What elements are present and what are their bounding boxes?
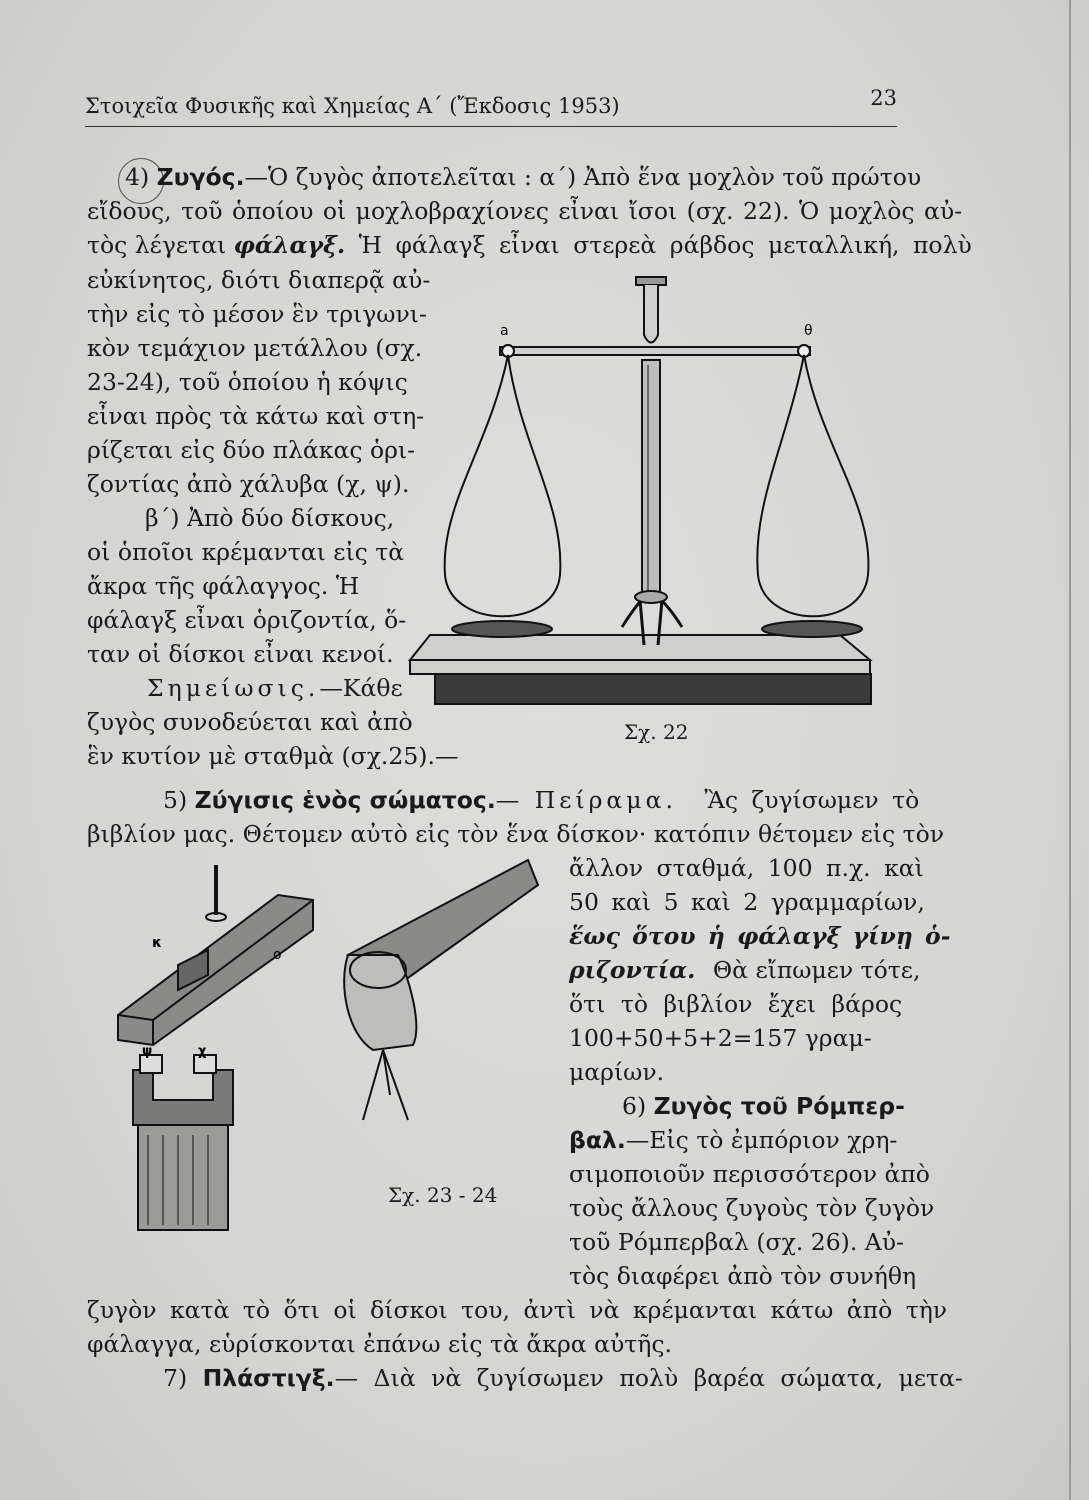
text-line: τοὺς ἄλλους ζυγοὺς τὸν ζυγὸν <box>569 1194 935 1222</box>
scale-pointer <box>644 285 658 343</box>
text-fragment: Θὰ εἴπωμεν τότε, <box>712 956 921 984</box>
fig23-beam <box>118 895 313 1045</box>
text-line: ἄκρα τῆς φάλαγγος. Ἡ <box>87 572 360 600</box>
section-6-heading: Ζυγὸς τοῦ Ρόμπερ- <box>653 1092 905 1120</box>
section-7-heading: Πλάστιγξ. <box>202 1364 335 1392</box>
section-5-number: 5) <box>163 786 188 814</box>
experiment-label: — Πείραμα. <box>495 786 677 814</box>
figure-22-balance-scale <box>400 255 890 715</box>
section-5-first-line <box>163 783 919 817</box>
text-line-emphasis: ἕως ὅτου ἡ φάλαγξ γίνῃ ὁ- <box>569 922 951 950</box>
text-line: —Ὁ ζυγὸς ἀποτελεῖται : α΄) Ἀπὸ ἕνα μοχλὸν τοῦ πρώτου <box>244 163 922 191</box>
text-fragment-emphasis: ριζοντία. <box>569 956 696 984</box>
scale-base-side <box>435 674 871 704</box>
text-line: σιμοποιοῦν περισσότερον ἀπὸ <box>569 1160 930 1188</box>
text-fragment: —Εἰς τὸ ἐμπόριον χρη- <box>625 1126 898 1154</box>
page-number: 23 <box>870 86 897 110</box>
section-6-first-line <box>622 1089 905 1123</box>
scale-right-pan-hanger <box>757 355 868 616</box>
fig24-pillar-head <box>133 1070 233 1125</box>
text-line: 50 καὶ 5 καὶ 2 γραμμαρίων, <box>569 888 925 916</box>
scale-base-front <box>410 660 870 674</box>
text-line: 23-24), τοῦ ὁποίου ἡ κόψις <box>87 368 408 396</box>
text-line: β΄) Ἀπὸ δύο δίσκους, <box>145 504 395 532</box>
text-line: φάλαγγα, εὑρίσκονται ἐπάνω εἰς τὰ ἄκρα αὐτῆς. <box>87 1330 672 1358</box>
text-line: τὸς διαφέρει ἀπὸ τὸν συνήθη <box>569 1262 917 1290</box>
term-phalanx: φάλαγξ. <box>233 231 346 259</box>
text-line: ρίζεται εἰς δύο πλάκας ὁρι- <box>87 436 416 464</box>
text-line: ἄλλον σταθμά, 100 π.χ. καὶ <box>569 854 924 882</box>
text-line: ζυγὸς συνοδεύεται καὶ ἀπὸ <box>87 708 413 736</box>
scale-base-top <box>410 635 870 660</box>
fig23-label-kappa: κ <box>152 935 162 951</box>
text-line: ταν οἱ δίσκοι εἶναι κενοί. <box>87 640 394 668</box>
fig22-label-a: a <box>500 323 509 339</box>
section-6-number: 6) <box>622 1092 647 1120</box>
text-line: εἶναι πρὸς τὰ κάτω καὶ στη- <box>87 402 425 430</box>
text-line: 100+50+5+2=157 γραμ- <box>569 1024 872 1052</box>
text-line: τοῦ Ρόμπερβαλ (σχ. 26). Αὐ- <box>569 1228 904 1256</box>
note-label: Σημείωσις. <box>147 674 320 702</box>
scale-pointer-cap <box>636 277 666 285</box>
text-line: ἓν κυτίον μὲ σταθμὰ (σχ.25).— <box>87 742 459 770</box>
text-line: κὸν τεμάχιον μετάλλου (σχ. <box>87 334 423 362</box>
text-fragment: Ἡ φάλαγξ εἶναι στερεὰ ράβδος μεταλλική, πολὺ <box>358 231 972 259</box>
text-line: βιβλίον μας. Θέτομεν αὐτὸ εἰς τὸν ἕνα δίσκον· κατόπιν θέτομεν εἰς τὸν <box>87 820 945 848</box>
section-4-first-line <box>125 160 921 194</box>
fig22-label-theta: θ <box>804 323 813 339</box>
fig24-pillar <box>138 1115 228 1230</box>
text-line: φάλαγξ εἶναι ὁριζοντία, ὅ- <box>87 606 407 634</box>
section-6-heading-cont: βαλ. <box>569 1126 626 1154</box>
scale-beam <box>500 347 810 355</box>
text-line: ζυγὸν κατὰ τὸ ὅτι οἱ δίσκοι του, ἀντὶ νὰ κρέμανται κάτω ἀπὸ τὴν <box>87 1296 948 1324</box>
scale-left-pan-hanger <box>445 355 561 616</box>
text-line: εὐκίνητος, διότι διαπερᾷ αὐ- <box>87 266 431 294</box>
section-4-number: 4) <box>125 163 150 191</box>
text-line <box>569 1123 897 1157</box>
section-7-number: 7) <box>163 1364 188 1392</box>
text-fragment: τὸς λέγεται <box>87 231 227 259</box>
section-7-first-line <box>163 1361 963 1395</box>
figure-22-caption: Σχ. 22 <box>624 720 689 744</box>
scale-left-pan <box>452 621 552 637</box>
text-line: ὅτι τὸ βιβλίον ἔχει βάρος <box>569 990 903 1018</box>
text-fragment: Ἂς ζυγίσωμεν τὸ <box>704 786 920 814</box>
fig24-label-chi: χ <box>198 1044 207 1059</box>
fig24-leg-right <box>383 1050 408 1120</box>
text-line: μαρίων. <box>569 1058 665 1086</box>
fig24-label-psi: ψ <box>142 1044 153 1059</box>
text-fragment: — Διὰ νὰ ζυγίσωμεν πολὺ βαρέα σώματα, μετα- <box>334 1364 963 1392</box>
section-5-heading: Ζύγισις ἑνὸς σώματος. <box>194 786 496 814</box>
page-edge <box>1069 0 1071 1500</box>
text-line: εἴδους, τοῦ ὁποίου οἱ μοχλοβραχίονες εἶναι ἴσοι (σχ. 22). Ὁ μοχλὸς αὐ- <box>87 197 963 225</box>
running-header <box>85 86 897 127</box>
text-fragment: —Κάθε <box>319 674 403 702</box>
figure-23-24-caption: Σχ. 23 - 24 <box>388 1183 498 1207</box>
scale-right-pan <box>762 621 862 637</box>
scale-column <box>642 360 660 600</box>
text-line <box>569 953 920 987</box>
header-title: Στοιχεῖα Φυσικῆς καὶ Χημείας Α΄ (Ἔκδοσις 1953) <box>85 94 620 118</box>
note-first-line <box>147 671 403 705</box>
text-line: ζοντίας ἀπὸ χάλυβα (χ, ψ). <box>87 470 410 498</box>
text-line: τὴν εἰς τὸ μέσον ἓν τριγωνι- <box>87 300 427 328</box>
fig24-leg-left <box>363 1050 383 1120</box>
text-line: οἱ ὁποῖοι κρέμανται εἰς τὰ <box>87 538 405 566</box>
fig23-label-omicron: ο <box>273 947 282 963</box>
section-4-heading: Ζυγός. <box>156 163 245 191</box>
